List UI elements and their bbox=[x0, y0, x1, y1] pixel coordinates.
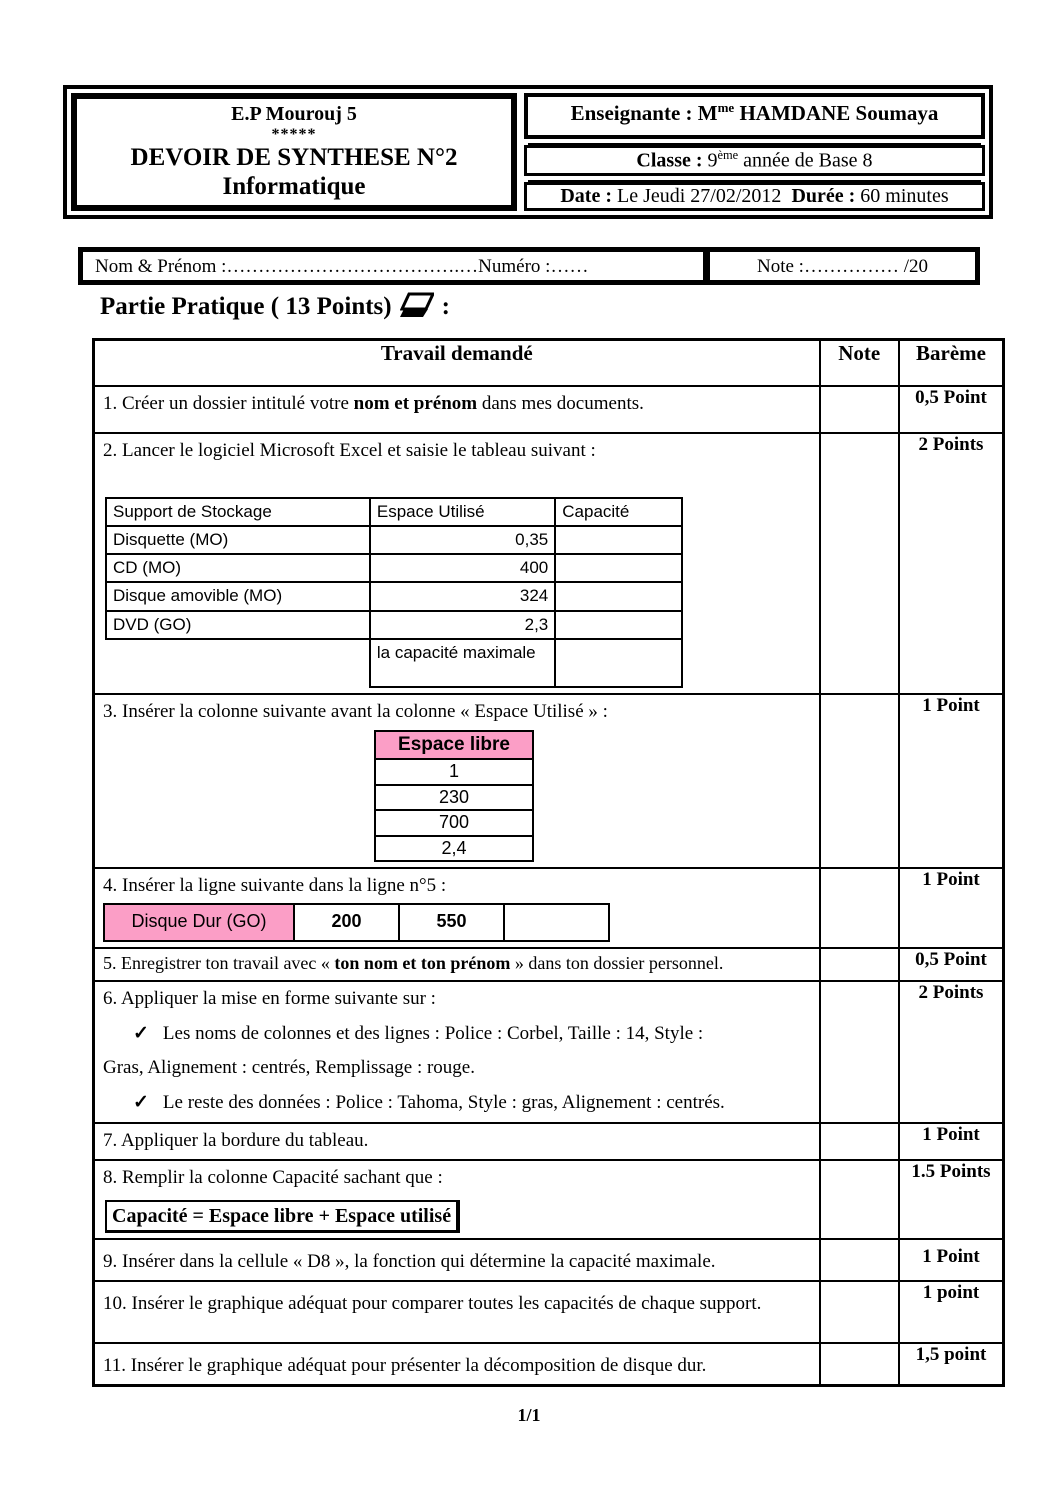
page-number: 1/1 bbox=[517, 1405, 541, 1425]
capacite-maximale-cell: la capacité maximale bbox=[370, 639, 555, 687]
espace-libre-table bbox=[374, 730, 534, 862]
task-6-bareme: 2 Points bbox=[899, 981, 1004, 1123]
task-6-text: 6. Appliquer la mise en forme suivante sur : ✓ Les noms de colonnes et des lignes : Police : Corbel, Taille : 14, Style : Gras, Alignement : centrés, Remplissage : rouge. ✓ Le reste des données : Police : Tahoma, Style : gras, Alignement : centrés. bbox=[94, 981, 820, 1123]
task-9-text: 9. Insérer dans la cellule « D8 », la fonction qui détermine la capacité maximale. bbox=[94, 1239, 820, 1281]
note-cell bbox=[820, 1123, 899, 1160]
duration-label: Durée : bbox=[791, 185, 861, 207]
student-info-bar bbox=[78, 247, 980, 285]
storage-row-cd: CD (MO) 400 bbox=[106, 554, 682, 582]
empty-cell bbox=[504, 904, 609, 941]
exam-header bbox=[63, 85, 993, 219]
task-row-6 bbox=[94, 981, 1004, 1123]
teacher-box bbox=[524, 93, 985, 139]
storage-table bbox=[105, 497, 683, 687]
storage-row-amovible: Disque amovible (MO) 324 bbox=[106, 582, 682, 610]
task-8-text: 8. Remplir la colonne Capacité sachant que : Capacité = Espace libre + Espace utilisé bbox=[94, 1160, 820, 1240]
task-9-bareme: 1 Point bbox=[899, 1239, 1004, 1281]
section-title bbox=[100, 288, 450, 326]
date-label: Date : bbox=[560, 185, 617, 207]
school-name: E.P Mourouj 5 bbox=[231, 102, 357, 125]
exam-subject: Informatique bbox=[222, 172, 366, 200]
teacher-name: HAMDANE Soumaya bbox=[734, 101, 939, 125]
section-title-text: Partie Pratique ( 13 Points) bbox=[100, 293, 392, 320]
storage-col-espace: Espace Utilisé bbox=[370, 498, 555, 526]
teacher-superscript: me bbox=[717, 100, 735, 115]
storage-header-row bbox=[106, 498, 682, 526]
espace-libre-header: Espace libre bbox=[375, 731, 533, 759]
task-2-bareme: 2 Points bbox=[899, 433, 1004, 694]
class-label: Classe : bbox=[636, 150, 708, 172]
empty-cell bbox=[555, 639, 682, 687]
task-5-text: 5. Enregistrer ton travail avec « ton nom et ton prénom » dans ton dossier personnel. bbox=[94, 948, 820, 981]
note-cell bbox=[820, 981, 899, 1123]
task-row-2 bbox=[94, 433, 1004, 694]
disque-dur-row-table bbox=[103, 903, 610, 942]
school-box bbox=[71, 93, 517, 211]
format-bullet-2: ✓ Le reste des données : Police : Tahoma, Style : gras, Alignement : centrés. bbox=[133, 1092, 725, 1114]
note-cell bbox=[820, 1160, 899, 1240]
format-bullet-1: ✓ Les noms de colonnes et des lignes : Police : Corbel, Taille : 14, Style : bbox=[133, 1022, 704, 1044]
task-5-bareme: 0,5 Point bbox=[899, 948, 1004, 981]
task-11-text: 11. Insérer le graphique adéquat pour présenter la décomposition de disque dur. bbox=[94, 1343, 820, 1385]
task-1-text: 1. Créer un dossier intitulé votre nom et prénom dans mes documents. bbox=[94, 386, 820, 433]
date-value: Le Jeudi 27/02/2012 bbox=[617, 185, 782, 207]
note-cell bbox=[820, 694, 899, 868]
espace-libre-value: 700 bbox=[375, 810, 533, 835]
column-header-bareme: Barème bbox=[899, 340, 1004, 386]
storage-row-disquette: Disquette (MO) 0,35 bbox=[106, 526, 682, 554]
espace-libre-value: 230 bbox=[375, 785, 533, 810]
task-3-text: 3. Insérer la colonne suivante avant la colonne « Espace Utilisé » : Espace libre 1 230 700 2,4 bbox=[94, 694, 820, 868]
task-4-text: 4. Insérer la ligne suivante dans la ligne n°5 : Disque Dur (GO) 200 550 bbox=[94, 868, 820, 948]
note-field: Note :…………… /20 bbox=[704, 251, 976, 281]
teacher-label: Enseignante : M bbox=[570, 101, 718, 125]
task-row-11 bbox=[94, 1343, 1004, 1385]
storage-footer-row bbox=[106, 639, 682, 687]
task-7-text: 7. Appliquer la bordure du tableau. bbox=[94, 1123, 820, 1160]
exam-title: DEVOIR DE SYNTHESE N°2 bbox=[130, 143, 458, 171]
note-cell bbox=[820, 433, 899, 694]
stars-divider: ***** bbox=[271, 125, 317, 143]
empty-cell bbox=[106, 639, 370, 687]
duration-value: 60 minutes bbox=[860, 185, 949, 207]
class-box bbox=[524, 145, 985, 176]
task-1-bareme: 0,5 Point bbox=[899, 386, 1004, 433]
column-header-note: Note bbox=[820, 340, 899, 386]
task-7-bareme: 1 Point bbox=[899, 1123, 1004, 1160]
task-row-4 bbox=[94, 868, 1004, 948]
value-cell: 200 bbox=[294, 904, 399, 941]
check-icon: ✓ bbox=[133, 1092, 149, 1114]
task-11-bareme: 1,5 point bbox=[899, 1343, 1004, 1385]
task-row-7 bbox=[94, 1123, 1004, 1160]
espace-libre-value: 2,4 bbox=[375, 836, 533, 861]
task-row-5 bbox=[94, 948, 1004, 981]
storage-col-support: Support de Stockage bbox=[106, 498, 370, 526]
storage-row-dvd: DVD (GO) 2,3 bbox=[106, 611, 682, 639]
section-title-colon: : bbox=[441, 293, 450, 320]
task-row-10 bbox=[94, 1281, 1004, 1343]
task-row-9 bbox=[94, 1239, 1004, 1281]
task-4-bareme: 1 Point bbox=[899, 868, 1004, 948]
task-8-bareme: 1.5 Points bbox=[899, 1160, 1004, 1240]
note-cell bbox=[820, 868, 899, 948]
task-row-1 bbox=[94, 386, 1004, 433]
note-cell bbox=[820, 386, 899, 433]
capacity-formula-box: Capacité = Espace libre + Espace utilisé bbox=[105, 1200, 460, 1233]
class-value: année de Base 8 bbox=[738, 150, 873, 172]
column-header-work: Travail demandé bbox=[94, 340, 820, 386]
value-cell: 550 bbox=[399, 904, 504, 941]
task-row-8 bbox=[94, 1160, 1004, 1240]
class-grade: 9 bbox=[707, 150, 718, 172]
disque-dur-cell: Disque Dur (GO) bbox=[104, 904, 294, 941]
task-10-text: 10. Insérer le graphique adéquat pour comparer toutes les capacités de chaque support. bbox=[94, 1281, 820, 1343]
class-superscript: ème bbox=[717, 148, 739, 163]
task-10-bareme: 1 point bbox=[899, 1281, 1004, 1343]
note-cell bbox=[820, 1343, 899, 1385]
format-bullet-1-cont: Gras, Alignement : centrés, Remplissage : rouge. bbox=[103, 1057, 475, 1079]
note-cell bbox=[820, 948, 899, 981]
note-cell bbox=[820, 1239, 899, 1281]
storage-col-capacite: Capacité bbox=[555, 498, 682, 526]
task-3-bareme: 1 Point bbox=[899, 694, 1004, 868]
tasks-table bbox=[92, 338, 1005, 1387]
header-right-column bbox=[524, 93, 985, 211]
task-2-text: 2. Lancer le logiciel Microsoft Excel et saisie le tableau suivant : Support de Stockage Espace Utilisé Capacité Disquette (MO) 0,35 CD (MO) 400 Disque amovible (MO) 324 DVD (GO) 2,3 la capacité maximale bbox=[94, 433, 820, 694]
table-header-row bbox=[94, 340, 1004, 386]
task-row-3 bbox=[94, 694, 1004, 868]
name-number-field: Nom & Prénom :……………………………….…Numéro :…… bbox=[82, 251, 704, 281]
date-box bbox=[524, 182, 985, 211]
note-cell bbox=[820, 1281, 899, 1343]
computer-icon bbox=[400, 292, 434, 326]
espace-libre-value: 1 bbox=[375, 759, 533, 784]
check-icon: ✓ bbox=[133, 1022, 149, 1044]
